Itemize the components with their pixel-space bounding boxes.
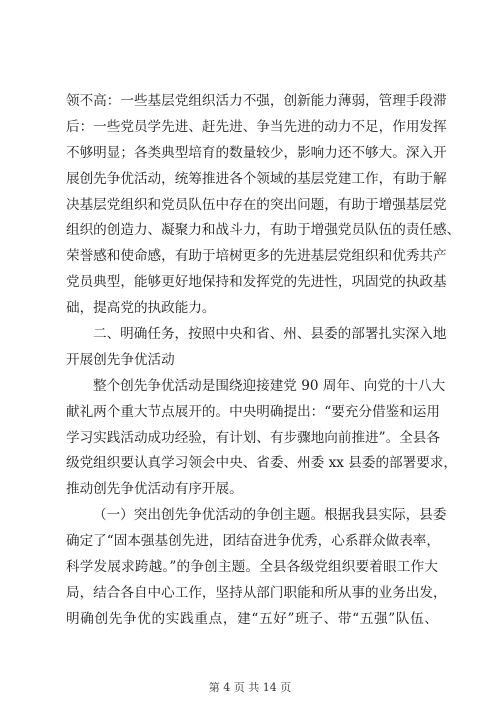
document-body (66, 89, 461, 633)
text-line: 推动创先争优活动有序开展。 (66, 481, 243, 498)
text-line: 明确创先争优的实践重点，建“五好”班子、带“五强”队伍、 (66, 610, 438, 627)
text-line: 领不高：一些基层党组织活力不强，创新能力薄弱，管理手段滞 (66, 93, 447, 109)
text-line: 党员典型，能够更好地保持和发挥党的先进性，巩固党的执政基 (66, 274, 447, 291)
text-line: 组织的创造力、凝聚力和战斗力，有助于增强党员队伍的责任感、 (66, 222, 461, 239)
text-line: 开展创先争优活动 (66, 351, 175, 368)
text-line: 二、明确任务，按照中央和省、州、县委的部署扎实深入地 (93, 326, 447, 343)
text-line: 献礼两个重大节点展开的。中央明确提出：“要充分借鉴和运用 (66, 403, 440, 420)
text-line: （一）突出创先争优活动的争创主题。根据我县实际，县委 (93, 507, 447, 524)
text-line: 整个创先争优活动是围绕迎接建党 90 周年、向党的十八大 (93, 377, 446, 394)
text-line: 后：一些党员学先进、赶先进、争当先进的动力不足，作用发挥 (66, 118, 447, 135)
text-line: 确定了“固本强基创先进，团结奋进争优秀，心系群众做表率， (66, 533, 440, 550)
text-line: 展创先争优活动，统筹推进各个领域的基层党建工作，有助于解 (66, 170, 447, 187)
text-line: 局，结合各自中心工作，坚持从部门职能和所从事的业务出发， (66, 584, 447, 601)
text-line: 础，提高党的执政能力。 (66, 300, 216, 317)
text-line: 荣誉感和使命感，有助于培树更多的先进基层党组织和优秀共产 (66, 248, 447, 265)
page-footer: 第 4 页 共 14 页 (208, 681, 292, 694)
text-line: 级党组织要认真学习领会中央、省委、州委 xx 县委的部署要求， (66, 455, 458, 472)
text-line: 科学发展求跨越。”的争创主题。全县各级党组织要着眼工作大 (66, 559, 438, 576)
text-line: 决基层党组织和党员队伍中存在的突出问题，有助于增强基层党 (66, 196, 447, 213)
text-line: 不够明显；各类典型培育的数量较少，影响力还不够大。深入开 (66, 144, 447, 161)
text-line: 学习实践活动成功经验，有计划、有步骤地向前推进”。全县各 (66, 429, 440, 446)
